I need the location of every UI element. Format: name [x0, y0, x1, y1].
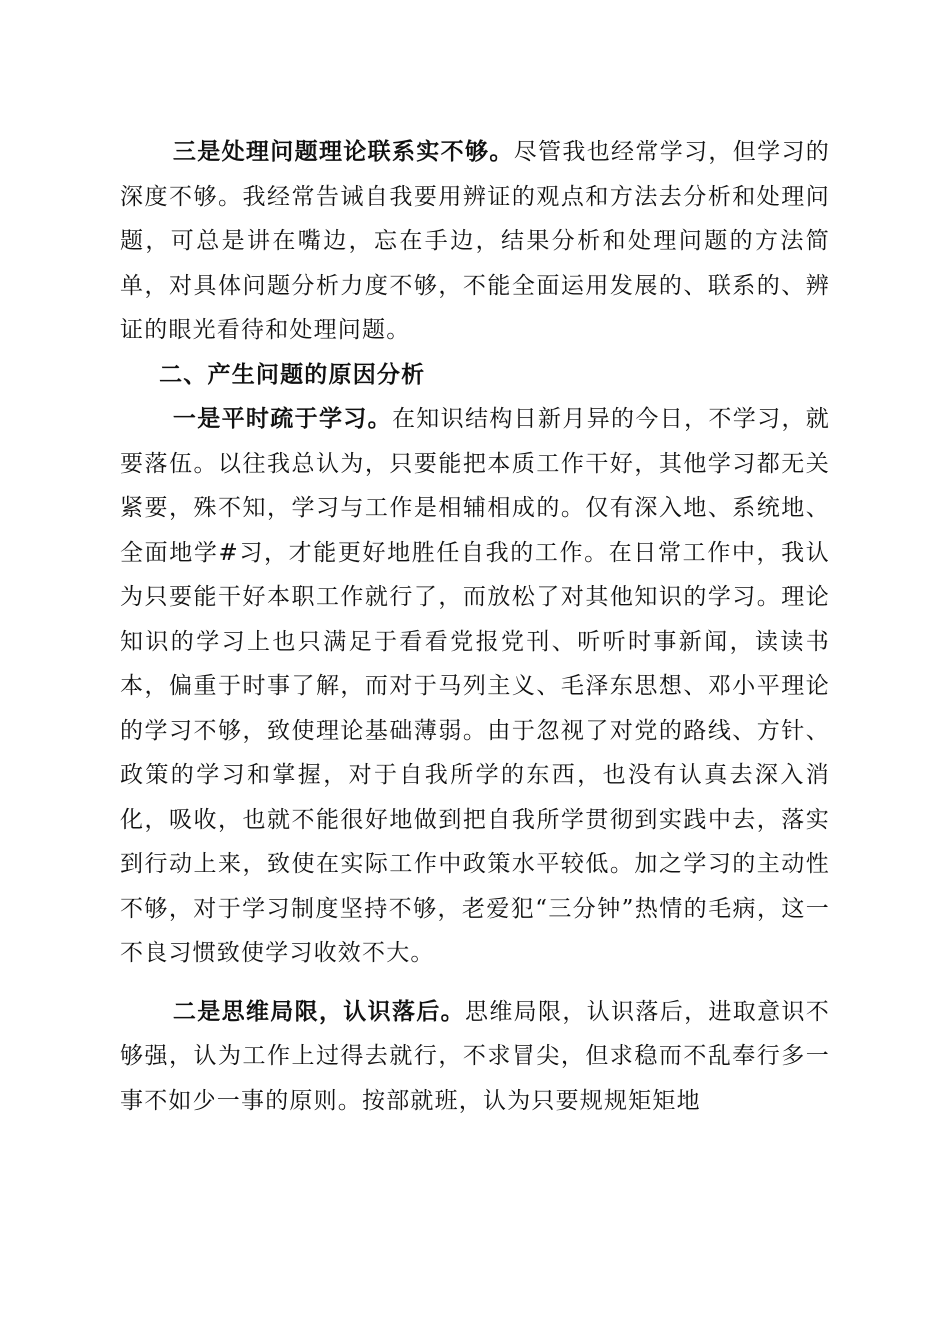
paragraph-lead: 二是思维局限，认识落后。 — [172, 997, 465, 1025]
paragraph-lead: 三是处理问题理论联系实不够。 — [172, 138, 514, 165]
document-body — [120, 130, 830, 1123]
paragraph-theory-practice — [120, 130, 830, 353]
paragraph-text: 在知识结构日新月异的今日，不学习，就要落伍。以往我总认为，只要能把本质工作干好，其他学习都无关紧要，殊不知，学习与工作是相辅相成的。仅有深入地、系统地、全面地学#习，才能更好地胜任自我的工作。在日常工作中，我认为只要能干好本职工作就行了，而放松了对其他知识的学习。理论知识的学习上也只满足于看看党报党刊、听听时事新闻，读读书本，偏重于时事了解，而对于马列主义、毛泽东思想、邓小平理论的学习不够，致使理论基础薄弱。由于忽视了对党的路线、方针、政策的学习和掌握，对于自我所学的东西，也没有认真去深入消化，吸收，也就不能很好地做到把自我所学贯彻到实践中去，落实到行动上来，致使在实际工作中政策水平较低。加之学习的主动性不够，对于学习制度坚持不够，老爱犯“三分钟”热情的毛病，这一不良习惯致使学习收效不大。 — [120, 406, 830, 966]
section-heading: 二、产生问题的原因分析 — [159, 360, 426, 388]
paragraph-text: 尽管我也经常学习，但学习的深度不够。我经常告诫自我要用辨证的观点和方法去分析和处理问题，可总是讲在嘴边，忘在手边，结果分析和处理问题的方法简单，对具体问题分析力度不够，不能全面运用发展的、联系的、辨证的眼光看待和处理问题。 — [120, 139, 830, 343]
paragraph-spacer — [120, 976, 830, 990]
paragraph-neglect-study — [120, 397, 830, 976]
paragraph-lead: 一是平时疏于学习。 — [172, 405, 392, 432]
paragraph-text: 思维局限，认识落后，进取意识不够强，认为工作上过得去就行，不求冒尖，但求稳而不乱奉行多一事不如少一事的原则。按部就班，认为只要规规矩矩地 — [120, 998, 830, 1114]
paragraph-limited-thinking — [120, 990, 830, 1124]
